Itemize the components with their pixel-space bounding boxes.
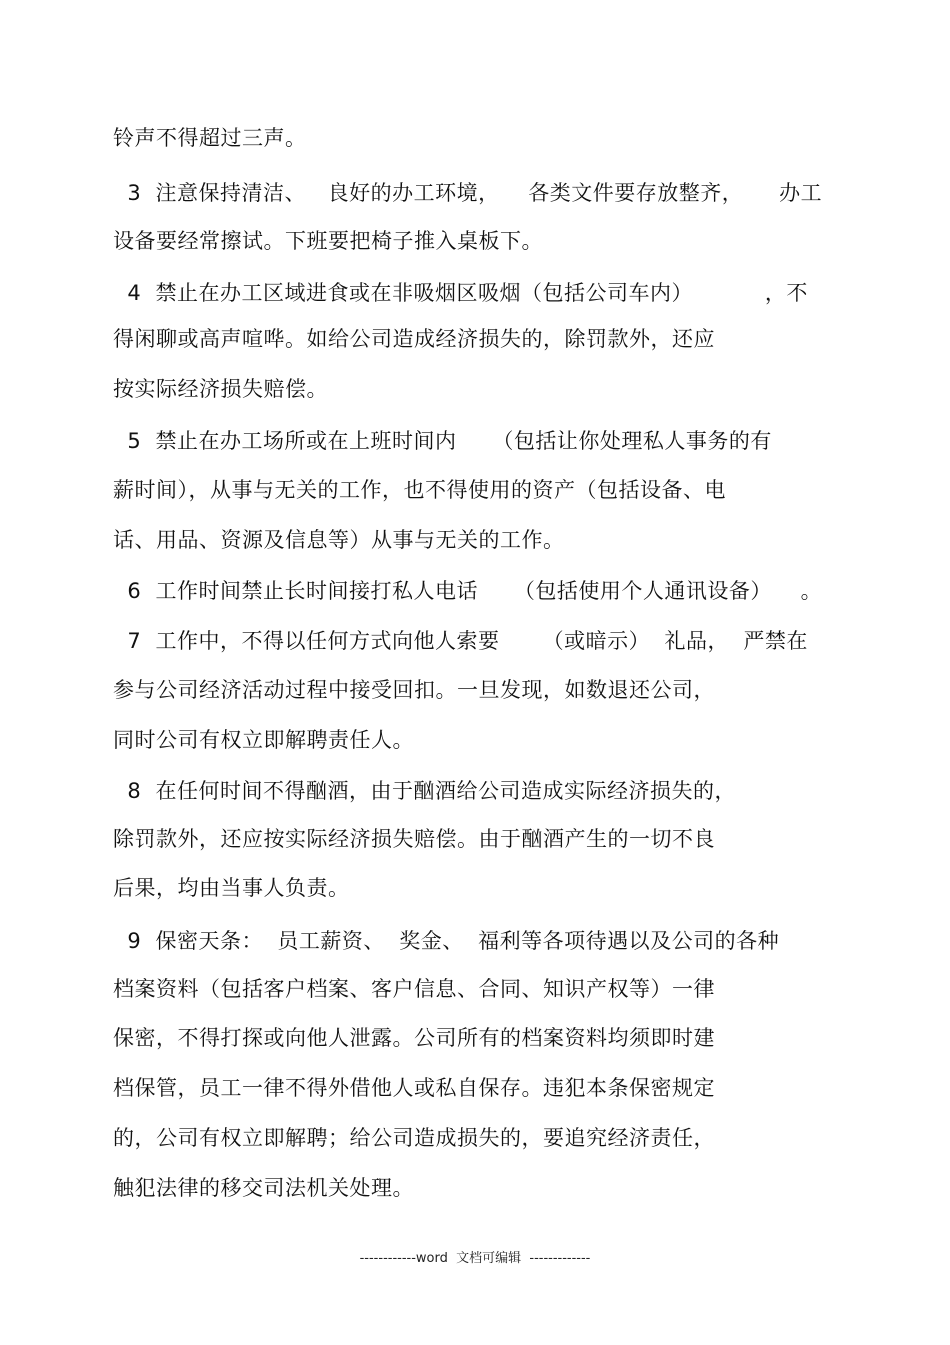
text-line: 7 工作中，不得以任何方式向他人索要 （或暗示） 礼品， 严禁在 — [113, 629, 808, 653]
text-line: 6 工作时间禁止长时间接打私人电话 （包括使用个人通讯设备） 。 — [113, 579, 823, 603]
text-line: 得闲聊或高声喧哗。如给公司造成经济损失的，除罚款外，还应 — [113, 327, 715, 351]
text-line: 按实际经济损失赔偿。 — [113, 377, 328, 401]
text-line: 同时公司有权立即解聘责任人。 — [113, 728, 414, 752]
text-line: 5 禁止在办工场所或在上班时间内 （包括让你处理私人事务的有 — [113, 429, 772, 453]
text-line: 除罚款外，还应按实际经济损失赔偿。由于酗酒产生的一切不良 — [113, 827, 715, 851]
text-line: 4 禁止在办工区域进食或在非吸烟区吸烟（包括公司车内） ，不 — [113, 281, 808, 305]
text-line: 的，公司有权立即解聘；给公司造成损失的，要追究经济责任， — [113, 1126, 715, 1150]
text-line: 8 在任何时间不得酗酒，由于酗酒给公司造成实际经济损失的， — [113, 779, 737, 803]
text-line: 铃声不得超过三声。 — [113, 126, 307, 150]
text-line: 档案资料（包括客户档案、客户信息、合同、知识产权等）一律 — [113, 977, 715, 1001]
text-line: 后果，均由当事人负责。 — [113, 876, 350, 900]
page-footer: ------------word 文档可编辑 ------------- — [359, 1251, 591, 1266]
text-line: 9 保密天条： 员工薪资、 奖金、 福利等各项待遇以及公司的各种 — [113, 929, 780, 953]
text-line: 触犯法律的移交司法机关处理。 — [113, 1176, 414, 1200]
text-line: 参与公司经济活动过程中接受回扣。一旦发现，如数退还公司， — [113, 678, 715, 702]
text-line: 保密，不得打探或向他人泄露。公司所有的档案资料均须即时建 — [113, 1026, 715, 1050]
text-line: 档保管，员工一律不得外借他人或私自保存。违犯本条保密规定 — [113, 1076, 715, 1100]
text-line: 设备要经常擦试。下班要把椅子推入桌板下。 — [113, 229, 543, 253]
text-line: 3 注意保持清洁、 良好的办工环境， 各类文件要存放整齐， 办工 — [113, 181, 823, 205]
text-line: 薪时间），从事与无关的工作，也不得使用的资产（包括设备、电 — [113, 478, 726, 502]
text-line: 话、用品、资源及信息等）从事与无关的工作。 — [113, 528, 565, 552]
